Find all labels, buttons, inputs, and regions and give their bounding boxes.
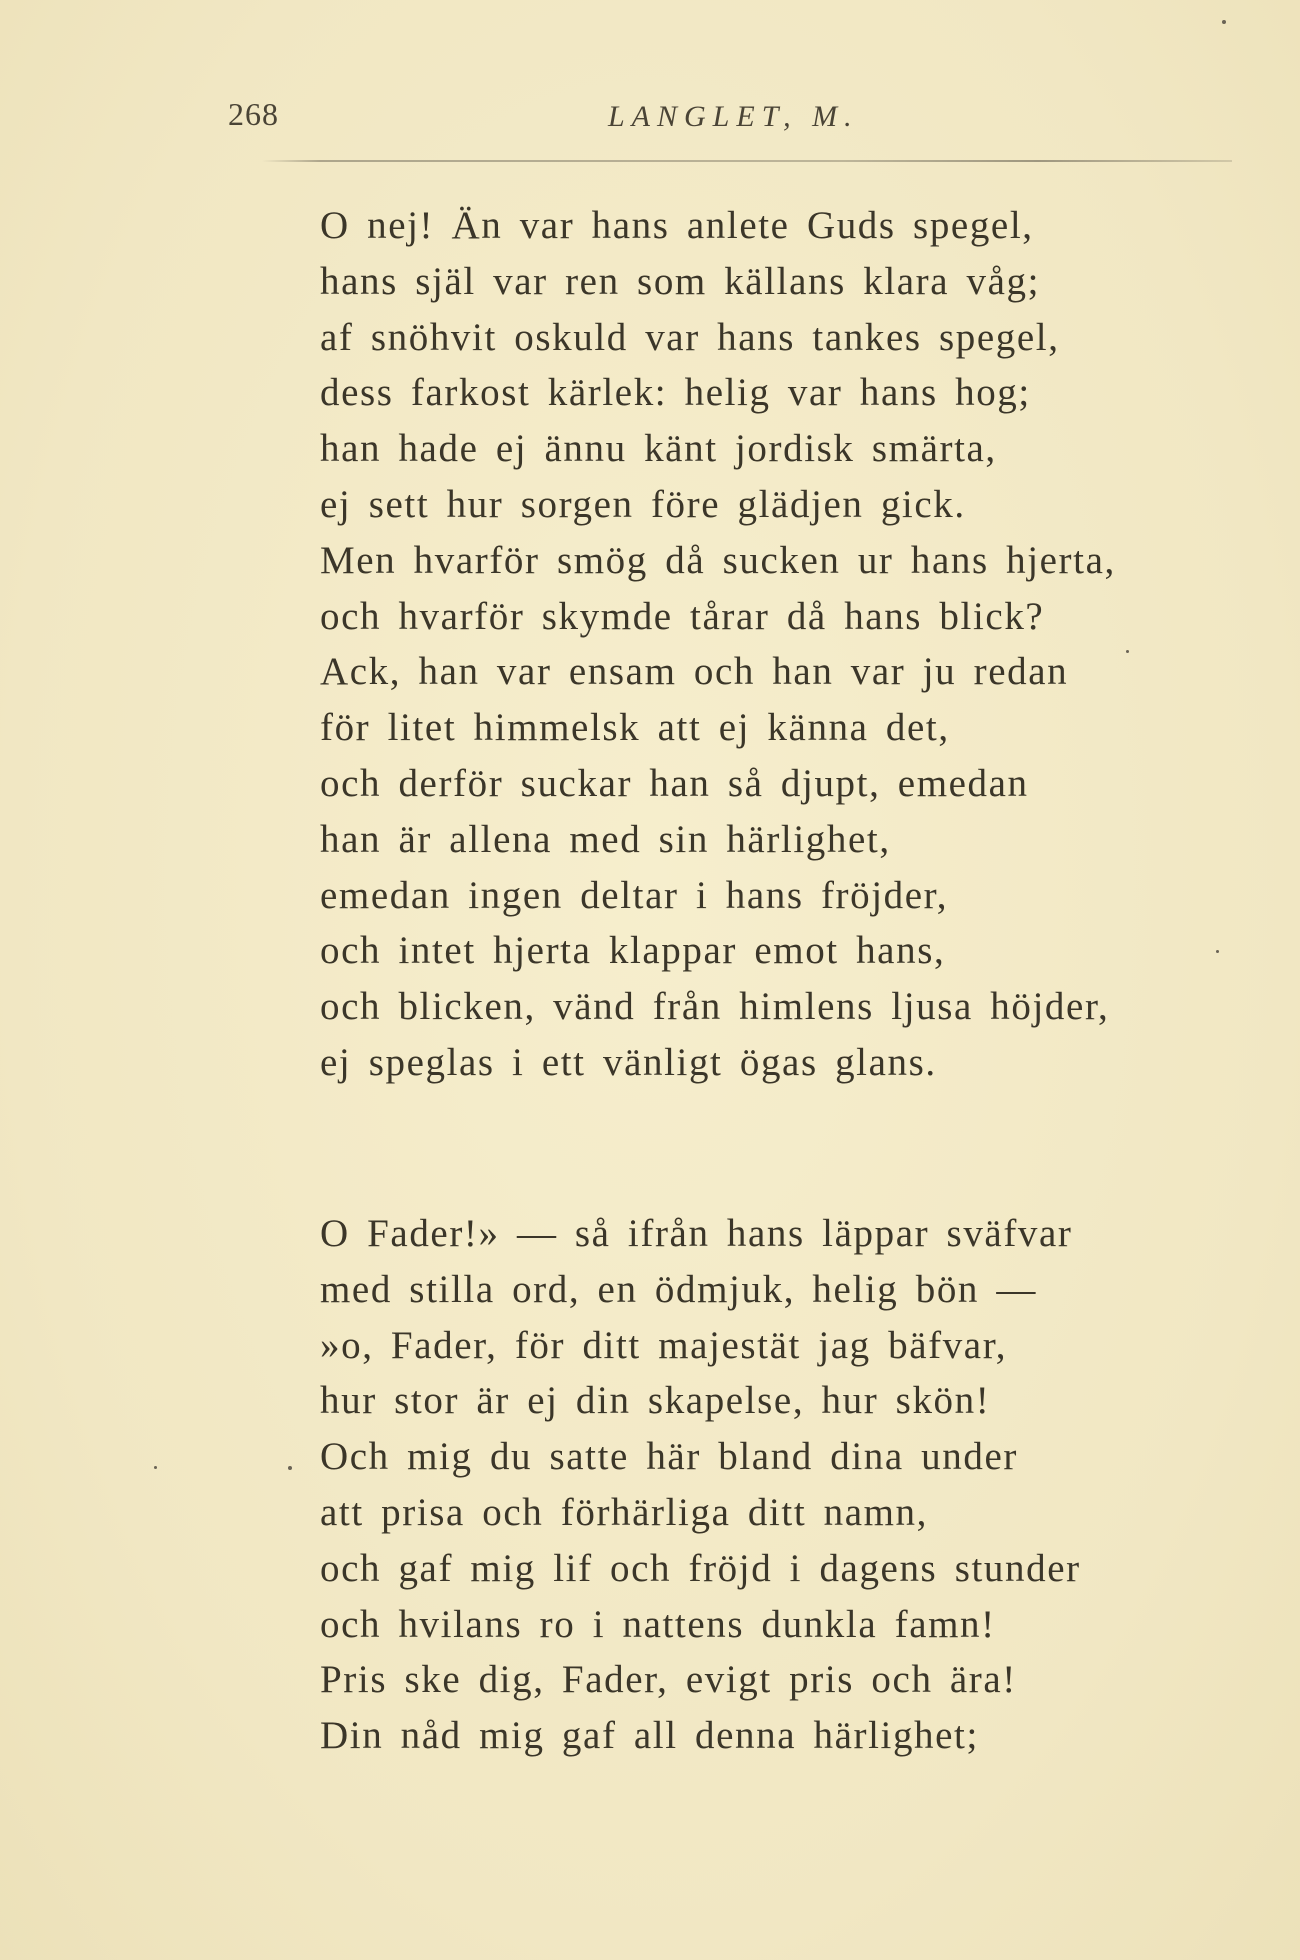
stanza-1 <box>320 198 1116 1091</box>
verse-line: hans själ var ren som källans klara våg; <box>320 259 1041 303</box>
running-head: LANGLET, M. <box>608 100 859 133</box>
header-rule <box>262 160 1232 162</box>
verse-line: att prisa och förhärliga ditt namn, <box>320 1490 929 1534</box>
verse-line: Din nåd mig gaf all denna härlighet; <box>320 1714 979 1758</box>
verse-line: Pris ske dig, Fader, evigt pris och ära! <box>320 1658 1017 1702</box>
verse-line: för litet himmelsk att ej känna det, <box>320 706 950 750</box>
page-number: 268 <box>228 96 279 132</box>
verse-line: Ack, han var ensam och han var ju redan <box>320 650 1069 694</box>
verse-line: och derför suckar han så djupt, emedan <box>320 761 1029 805</box>
paper-speck <box>288 1466 292 1470</box>
verse-line: med stilla ord, en ödmjuk, helig bön — <box>320 1267 1037 1311</box>
verse-line: »o, Fader, för ditt majestät jag bäfvar, <box>320 1323 1008 1367</box>
verse-line: O nej! Än var hans anlete Guds spegel, <box>320 204 1034 247</box>
verse-line: hur stor är ej din skapelse, hur skön! <box>320 1379 991 1423</box>
verse-line: och blicken, vänd från himlens ljusa höjder, <box>320 985 1110 1029</box>
verse-line: han hade ej ännu känt jordisk smärta, <box>320 427 997 471</box>
verse-line: dess farkost kärlek: helig var hans hog; <box>320 371 1031 415</box>
verse-line: O Fader!» — så ifrån hans läppar sväfvar <box>320 1212 1073 1255</box>
paper-speck <box>1222 20 1226 24</box>
paper-speck <box>154 1466 157 1469</box>
verse-line: ej sett hur sorgen före glädjen gick. <box>320 482 966 526</box>
verse-line: ej speglas i ett vänligt ögas glans. <box>320 1040 937 1084</box>
verse-line: af snöhvit oskuld var hans tankes spegel, <box>320 315 1060 359</box>
verse-line: och intet hjerta klappar emot hans, <box>320 929 946 973</box>
page-header <box>0 96 1300 146</box>
verse-line: Men hvarför smög då sucken ur hans hjerta, <box>320 538 1116 582</box>
verse-line: Och mig du satte här bland dina under <box>320 1435 1018 1479</box>
paper-speck <box>1216 950 1219 953</box>
verse-line: han är allena med sin härlighet, <box>320 817 891 861</box>
verse-line: och hvilans ro i nattens dunkla famn! <box>320 1602 996 1646</box>
paper-speck <box>1126 650 1129 653</box>
verse-line: emedan ingen deltar i hans fröjder, <box>320 873 949 917</box>
stanza-2 <box>320 1206 1081 1764</box>
verse-line: och hvarför skymde tårar då hans blick? <box>320 594 1045 638</box>
verse-line: och gaf mig lif och fröjd i dagens stunder <box>320 1546 1081 1590</box>
